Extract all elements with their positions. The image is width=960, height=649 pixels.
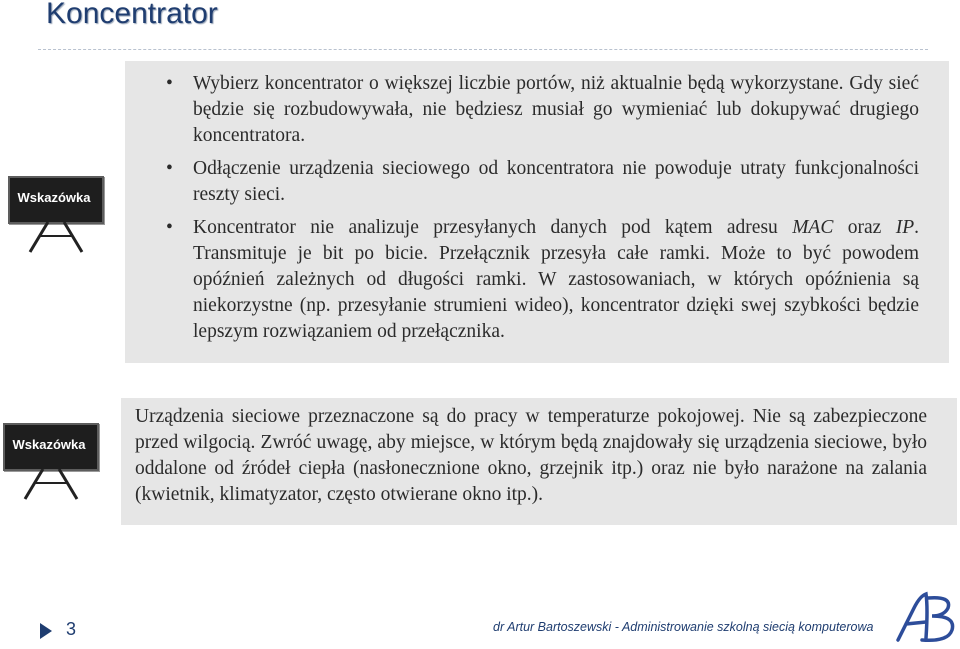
hint-item-text-after: . Transmituje je bit po bicie. Przełącznik przesyła całe ramki. Może to być powodem opóźnień zależnych od długości ramki. W zastosowaniach, w których opóźnienia są niekorzystne (np. przesyłanie strumieni wideo), koncentrator dzięki swej szybkości będzie lepszym rozwiązaniem od przełącznika. xyxy=(193,217,919,342)
hint-sign-2 xyxy=(3,423,99,505)
easel-legs-icon xyxy=(21,469,81,501)
hint-list xyxy=(125,61,949,345)
hint-item-text-before: Koncentrator nie analizuje przesyłanych danych pod kątem adresu xyxy=(193,217,793,238)
ip-term: IP xyxy=(895,217,915,238)
hint-panel-1 xyxy=(125,61,949,363)
bullet-icon: • xyxy=(166,73,173,94)
bullet-icon: • xyxy=(166,158,173,179)
slide-title: Koncentrator xyxy=(46,0,218,30)
hint-label: Wskazówka xyxy=(12,437,86,452)
hint-item-1 xyxy=(166,71,919,149)
hint-item-2 xyxy=(166,156,919,208)
easel-legs-icon xyxy=(26,222,86,254)
mac-term: MAC xyxy=(792,217,834,238)
triangle-right-icon xyxy=(38,621,54,641)
hint-sign-1 xyxy=(8,176,104,258)
hint-item-text: Wybierz koncentrator o większej liczbie portów, niż aktualnie będą wykorzystane. Gdy sieć będzie się rozbudowywała, nie będziesz musiał go wymieniać lub dokupywać drugiego koncentratora. xyxy=(193,73,919,146)
bullet-icon: • xyxy=(166,217,173,238)
hint-item-text: Odłączenie urządzenia sieciowego od koncentratora nie powoduje utraty funkcjonalności reszty sieci. xyxy=(193,158,919,205)
page-number: 3 xyxy=(66,619,77,639)
footer-credit: dr Artur Bartoszewski - Administrowanie szkolną siecią komputerowa xyxy=(493,620,874,634)
hint-item-3 xyxy=(166,215,919,345)
hint-label: Wskazówka xyxy=(17,190,91,205)
hint-item-text-middle: oraz xyxy=(833,217,896,238)
ab-monogram-icon xyxy=(892,590,958,646)
hint-panel-2 xyxy=(121,398,957,525)
hint-paragraph: Urządzenia sieciowe przeznaczone są do pracy w temperaturze pokojowej. Nie są zabezpieczone przed wilgocią. Zwróć uwagę, aby miejsce, w którym będą znajdowały się urządzenia sieciowe, było oddalone od źródeł ciepła (nasłonecznione okno, grzejnik itp.) oraz nie było narażone na zalania (kwietnik, klimatyzator, często otwierane okno itp.). xyxy=(135,406,927,505)
title-divider xyxy=(38,49,928,50)
